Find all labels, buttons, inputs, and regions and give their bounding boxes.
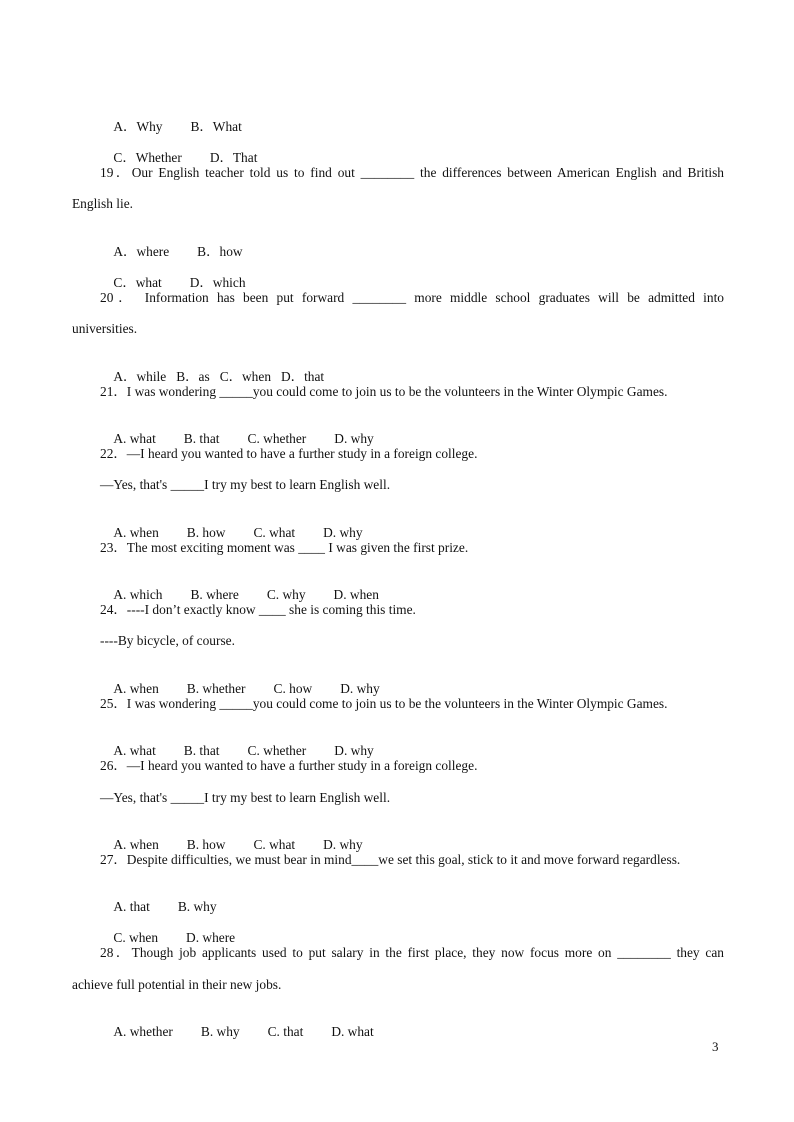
option-d: D．which bbox=[189, 275, 246, 290]
q28-stem: 28．Though job applicants used to put salary in the first place, they now focus more on ________ they can bbox=[100, 945, 724, 960]
option-d: D．that bbox=[281, 369, 325, 384]
option-c: C. why bbox=[266, 587, 306, 602]
option-c: C. what bbox=[253, 525, 296, 540]
q28-options bbox=[100, 1008, 402, 1056]
option-c: C. whether bbox=[247, 743, 307, 758]
option-c: C．Whether bbox=[113, 150, 182, 165]
option-b: B. why bbox=[177, 899, 217, 914]
q19-stem-cont: English lie. bbox=[72, 196, 133, 211]
q27-stem: 27．Despite difficulties, we must bear in mind____we set this goal, stick to it and move forward regardless. bbox=[100, 852, 681, 867]
option-a: A．where bbox=[113, 244, 170, 259]
q24-stem-reply: ----By bicycle, of course. bbox=[100, 633, 235, 648]
q26-stem: 26．—I heard you wanted to have a further study in a foreign college. bbox=[100, 758, 478, 773]
option-a: A. when bbox=[113, 525, 159, 540]
option-b: B. how bbox=[186, 525, 226, 540]
option-a: A. when bbox=[113, 837, 159, 852]
q19-stem: 19．Our English teacher told us to find out ________ the differences between American English and British bbox=[100, 165, 724, 180]
option-d: D. when bbox=[333, 587, 379, 602]
option-d: D．That bbox=[209, 150, 258, 165]
option-c: C．what bbox=[113, 275, 162, 290]
option-d: D. why bbox=[334, 431, 374, 446]
option-d: D. where bbox=[186, 930, 236, 945]
q21-stem: 21．I was wondering _____you could come to join us to be the volunteers in the Winter Olympic Games. bbox=[100, 384, 668, 399]
option-d: D. why bbox=[323, 525, 363, 540]
option-b: B．What bbox=[190, 119, 242, 134]
option-c: C. whether bbox=[247, 431, 307, 446]
option-c: C. how bbox=[273, 681, 313, 696]
option-c: C. that bbox=[267, 1024, 304, 1039]
option-a: A．Why bbox=[113, 119, 163, 134]
option-d: D. why bbox=[340, 681, 380, 696]
option-b: B．how bbox=[197, 244, 243, 259]
q25-stem: 25．I was wondering _____you could come to join us to be the volunteers in the Winter Olympic Games. bbox=[100, 696, 668, 711]
q23-stem: 23．The most exciting moment was ____ I was given the first prize. bbox=[100, 540, 469, 555]
q28-stem-cont: achieve full potential in their new jobs. bbox=[72, 977, 282, 992]
option-a: A．while bbox=[113, 369, 167, 384]
option-a: A. when bbox=[113, 681, 159, 696]
option-c: C．when bbox=[219, 369, 272, 384]
option-d: D. why bbox=[334, 743, 374, 758]
q20-stem: 20． Information has been put forward ________ more middle school graduates will be admitted into bbox=[100, 290, 724, 305]
option-a: A. that bbox=[113, 899, 150, 914]
q22-stem: 22．—I heard you wanted to have a further study in a foreign college. bbox=[100, 446, 478, 461]
option-b: B. where bbox=[190, 587, 239, 602]
option-b: B. why bbox=[200, 1024, 240, 1039]
q20-stem-cont: universities. bbox=[72, 321, 138, 336]
option-b: B. whether bbox=[186, 681, 246, 696]
option-c: C. what bbox=[253, 837, 296, 852]
option-b: B. that bbox=[183, 743, 220, 758]
option-b: B．as bbox=[176, 369, 210, 384]
option-d: D. why bbox=[323, 837, 363, 852]
page-number: 3 bbox=[712, 1039, 719, 1054]
q22-stem-reply: —Yes, that's _____I try my best to learn English well. bbox=[100, 477, 391, 492]
option-a: A. what bbox=[113, 431, 156, 446]
q26-stem-reply: —Yes, that's _____I try my best to learn English well. bbox=[100, 790, 391, 805]
option-b: B. how bbox=[186, 837, 226, 852]
option-c: C. when bbox=[113, 930, 159, 945]
q24-stem: 24．----I don’t exactly know ____ she is coming this time. bbox=[100, 602, 416, 617]
option-a: A. whether bbox=[113, 1024, 173, 1039]
option-a: A. which bbox=[113, 587, 163, 602]
option-d: D. what bbox=[331, 1024, 374, 1039]
option-a: A. what bbox=[113, 743, 156, 758]
option-b: B. that bbox=[183, 431, 220, 446]
